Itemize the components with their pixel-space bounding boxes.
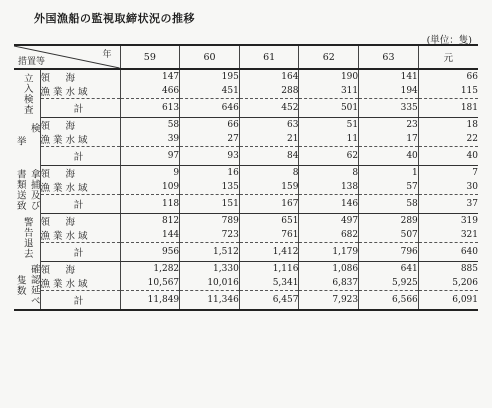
total-label: 計 (40, 195, 120, 214)
row-label: 領 海 (40, 121, 79, 132)
total-value: 501 (299, 99, 359, 118)
cell-value: 288 (239, 84, 299, 99)
total-value: 37 (418, 195, 478, 214)
cell-value: 1,330 (180, 262, 240, 277)
cell-value: 6,837 (299, 276, 359, 291)
cell-value: 311 (299, 84, 359, 99)
total-value: 6,457 (239, 291, 299, 311)
table-row (14, 228, 478, 243)
cell-value: 109 (120, 180, 180, 195)
cell-value: 39 (120, 132, 180, 147)
total-value: 6,091 (418, 291, 478, 311)
cell-value: 66 (180, 118, 240, 133)
total-value: 84 (239, 147, 299, 166)
cell-value: 507 (359, 228, 419, 243)
year-header: 62 (299, 45, 359, 69)
total-value: 6,566 (359, 291, 419, 311)
cell-value: 23 (359, 118, 419, 133)
cell-value: 51 (299, 118, 359, 133)
total-value: 146 (299, 195, 359, 214)
cell-value: 30 (418, 180, 478, 195)
total-value: 11,849 (120, 291, 180, 311)
table-row (14, 118, 478, 133)
cell-value: 194 (359, 84, 419, 99)
table-row (14, 84, 478, 99)
category-label: 拿捕及び書類送致 (14, 166, 40, 214)
cell-value: 1,116 (239, 262, 299, 277)
cell-value: 17 (359, 132, 419, 147)
total-value: 7,923 (299, 291, 359, 311)
total-label: 計 (40, 291, 120, 311)
row-label: 漁業水域 (40, 135, 91, 146)
category-label-top: 検 (28, 123, 40, 134)
total-value: 151 (180, 195, 240, 214)
total-value: 452 (239, 99, 299, 118)
cell-value: 159 (239, 180, 299, 195)
total-row (14, 243, 478, 262)
cell-value: 723 (180, 228, 240, 243)
cell-value: 9 (120, 166, 180, 181)
cell-value: 885 (418, 262, 478, 277)
table-row (14, 276, 478, 291)
cell-value: 1,282 (120, 262, 180, 277)
total-value: 335 (359, 99, 419, 118)
cell-value: 57 (359, 180, 419, 195)
cell-value: 144 (120, 228, 180, 243)
year-header: 59 (120, 45, 180, 69)
category-label: 立入検査 (14, 69, 40, 118)
cell-value: 5,206 (418, 276, 478, 291)
table-row (14, 214, 478, 229)
page-title: 外国漁船の監視取締状況の推移 (34, 12, 195, 25)
category-label: 確認延べ隻数 (14, 262, 40, 311)
cell-value: 1,086 (299, 262, 359, 277)
cell-value: 63 (239, 118, 299, 133)
total-value: 613 (120, 99, 180, 118)
total-value: 956 (120, 243, 180, 262)
cell-value: 651 (239, 214, 299, 229)
row-label: 領 海 (40, 217, 79, 228)
cell-value: 10,567 (120, 276, 180, 291)
data-table (14, 44, 478, 311)
total-value: 62 (299, 147, 359, 166)
cell-value: 1 (359, 166, 419, 181)
table-row (14, 262, 478, 277)
total-value: 97 (120, 147, 180, 166)
total-row (14, 147, 478, 166)
cell-value: 319 (418, 214, 478, 229)
cell-value: 147 (120, 69, 180, 84)
total-value: 1,179 (299, 243, 359, 262)
category-label-bottom: 挙 (14, 136, 26, 147)
cell-value: 10,016 (180, 276, 240, 291)
cell-value: 451 (180, 84, 240, 99)
cell-value: 7 (418, 166, 478, 181)
total-label: 計 (40, 243, 120, 262)
row-label: 領 海 (40, 73, 79, 84)
total-value: 1,412 (239, 243, 299, 262)
header-year-label: 年 (102, 50, 112, 60)
cell-value: 8 (239, 166, 299, 181)
cell-value: 497 (299, 214, 359, 229)
cell-value: 289 (359, 214, 419, 229)
total-value: 58 (359, 195, 419, 214)
year-header: 61 (239, 45, 299, 69)
total-label: 計 (40, 147, 120, 166)
cell-value: 466 (120, 84, 180, 99)
cell-value: 141 (359, 69, 419, 84)
total-row (14, 195, 478, 214)
cell-value: 789 (180, 214, 240, 229)
cell-value: 190 (299, 69, 359, 84)
cell-value: 682 (299, 228, 359, 243)
cell-value: 22 (418, 132, 478, 147)
total-row (14, 99, 478, 118)
table-body (14, 69, 478, 310)
row-label: 領 海 (40, 169, 79, 180)
cell-value: 21 (239, 132, 299, 147)
cell-value: 761 (239, 228, 299, 243)
year-header: 60 (180, 45, 240, 69)
cell-value: 641 (359, 262, 419, 277)
cell-value: 11 (299, 132, 359, 147)
total-value: 796 (359, 243, 419, 262)
total-value: 640 (418, 243, 478, 262)
table-row (14, 69, 478, 84)
cell-value: 66 (418, 69, 478, 84)
cell-value: 812 (120, 214, 180, 229)
cell-value: 115 (418, 84, 478, 99)
total-value: 40 (359, 147, 419, 166)
cell-value: 27 (180, 132, 240, 147)
cell-value: 5,341 (239, 276, 299, 291)
table-row (14, 132, 478, 147)
total-value: 167 (239, 195, 299, 214)
cell-value: 58 (120, 118, 180, 133)
table-row (14, 166, 478, 181)
row-label: 漁業水域 (40, 87, 91, 98)
category-label: 警告退去 (14, 214, 40, 262)
header-measure-label: 措置等 (18, 57, 46, 67)
cell-value: 135 (180, 180, 240, 195)
total-label: 計 (40, 99, 120, 118)
row-label: 漁業水域 (40, 231, 91, 242)
category-label (14, 118, 40, 166)
total-row (14, 291, 478, 311)
total-value: 40 (418, 147, 478, 166)
year-header: 元 (418, 45, 478, 69)
row-label: 領 海 (40, 265, 79, 276)
row-label: 漁業水域 (40, 183, 91, 194)
year-header: 63 (359, 45, 419, 69)
cell-value: 8 (299, 166, 359, 181)
total-value: 646 (180, 99, 240, 118)
cell-value: 321 (418, 228, 478, 243)
cell-value: 195 (180, 69, 240, 84)
header-row (14, 45, 478, 69)
total-value: 118 (120, 195, 180, 214)
header-corner (14, 45, 120, 69)
row-label: 漁業水域 (40, 279, 91, 290)
cell-value: 18 (418, 118, 478, 133)
total-value: 1,512 (180, 243, 240, 262)
total-value: 93 (180, 147, 240, 166)
cell-value: 164 (239, 69, 299, 84)
table-row (14, 180, 478, 195)
cell-value: 5,925 (359, 276, 419, 291)
cell-value: 138 (299, 180, 359, 195)
cell-value: 16 (180, 166, 240, 181)
unit-label: (単位：隻) (426, 35, 472, 46)
total-value: 11,346 (180, 291, 240, 311)
total-value: 181 (418, 99, 478, 118)
